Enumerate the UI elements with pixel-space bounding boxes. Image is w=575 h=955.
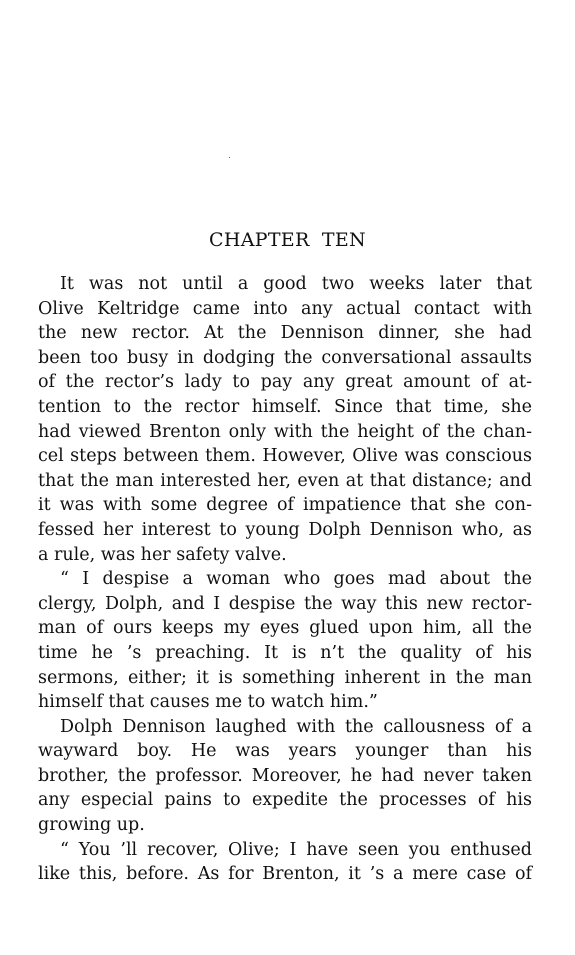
text-line: growing up. [38,815,145,836]
text-line: like this, before. As for Brenton, it ’s a mere case of [38,864,532,885]
text-line: had viewed Brenton only with the height of the chan- [38,421,532,442]
text-line: fessed her interest to young Dolph Dennison who, as [38,519,532,540]
text-line: of the rector’s lady to pay any great amount of at- [38,372,532,393]
text-line: that the man interested her, even at that distance; and [38,470,532,491]
text-line: the new rector. At the Dennison dinner, she had [38,323,532,344]
text-line: “ You ’ll recover, Olive; I have seen you enthused [60,839,532,860]
text-line: time he ’s preaching. It is n’t the quality of his [38,642,532,663]
chapter-title: CHAPTER TEN [209,229,366,251]
text-line: cel steps between them. However, Olive was conscious [38,446,532,467]
page-speck [229,157,230,158]
text-line: it was with some degree of impatience that she con- [38,495,532,516]
text-line: been too busy in dodging the conversational assaults [38,347,532,368]
text-line: tention to the rector himself. Since that time, she [38,396,532,417]
text-line: “ I despise a woman who goes mad about the [60,569,532,590]
text-line: himself that causes me to watch him.” [38,692,378,713]
text-line: It was not until a good two weeks later that [60,274,532,294]
text-line: clergy, Dolph, and I despise the way this new rector- [38,593,532,614]
text-line: Dolph Dennison laughed with the callousness of a [60,716,532,737]
text-line: wayward boy. He was years younger than his [38,741,532,762]
text-line: a rule, was her safety valve. [38,544,287,565]
text-line: sermons, either; it is something inherent in the man [38,667,532,688]
body-text [38,272,532,887]
text-line: brother, the professor. Moreover, he had never taken [38,765,532,786]
text-line: man of ours keeps my eyes glued upon him, all the [38,618,532,639]
text-line: any especial pains to expedite the processes of his [38,790,532,811]
text-line: Olive Keltridge came into any actual contact with [38,298,532,319]
